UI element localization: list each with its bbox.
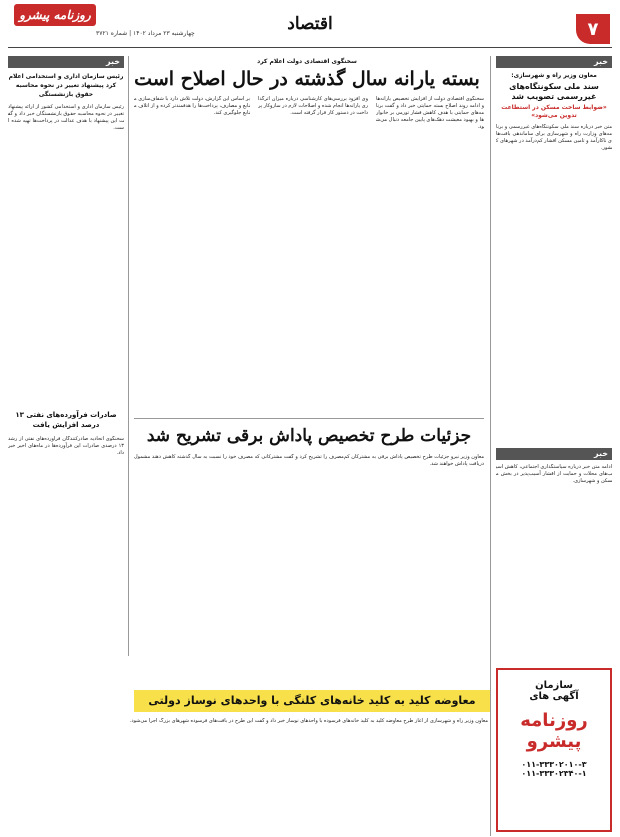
second-body: معاون وزیر نیرو جزئیات طرح تخصیص پاداش برقی به مشترکان کم‌مصرف را تشریح کرد و گفت مشترکانی که مصرف خود را نسبت به سال گذشته کاهش دهند مشمول دریافت پاداش خواهند شد.: [134, 454, 484, 467]
newspaper-logo: روزنامه پیشرو: [14, 4, 96, 26]
right-column-tag-2: خبر: [496, 448, 612, 460]
left-body-2: سخنگوی اتحادیه صادرکنندگان فرآورده‌های نفتی از رشد ۱۳ درصدی صادرات این فرآورده‌ها در ماه‌های اخیر خبر داد.: [8, 436, 124, 456]
right-body: متن خبر درباره سند ملی سکونتگاه‌های غیررسمی و برنامه‌های وزارت راه و شهرسازی برای ساماندهی بافت‌های ناکارآمد و تامین مسکن اقشار کم‌درآمد در شهرهای کشور.: [496, 124, 612, 151]
ad-line-4: پیشرو: [526, 731, 582, 752]
second-headline: جزئیات طرح تخصیص پاداش برقی تشریح شد: [146, 426, 472, 446]
ad-box: [496, 668, 612, 832]
right-body-2: ادامه متن خبر درباره سیاستگذاری اجتماعی، کاهش آسیب‌های محلات و حمایت از اقشار آسیب‌پذیر در بخش مسکن و شهرسازی.: [496, 464, 612, 484]
left-headline-1: رئیس سازمان اداری و استخدامی اعلام کرد پیشنهاد تغییر در نحوه محاسبه حقوق بازنشستگی: [8, 73, 124, 98]
right-column-tag: خبر: [496, 56, 612, 68]
right-headline: سند ملی سکونتگاه‌های غیررسمی تصویب شد: [509, 82, 599, 101]
lead-body-col-3: بر اساس این گزارش، دولت تلاش دارد با شفاف‌سازی منابع و مصارف، پرداخت‌ها را هدفمندتر کرده و از اتلاف منابع جلوگیری کند.: [134, 96, 250, 116]
strip-banner: [134, 690, 490, 712]
ad-phone-1: ۰۱۱-۳۳۳۰۲۰۱۰-۳: [521, 760, 587, 769]
page-header: [0, 0, 620, 48]
left-body-1: رئیس سازمان اداری و استخدامی کشور از ارائه پیشنهاد تغییر در نحوه محاسبه حقوق بازنشستگان خبر داد و گفت این پیشنهاد با هدف عدالت در پرداخت‌ها تهیه شده است.: [8, 104, 124, 131]
dateline: چهارشنبه ۲۳ مرداد ۱۴۰۲ | شماره ۳۷۲۱: [96, 30, 195, 37]
strip-body: معاون وزیر راه و شهرسازی از آغاز طرح معاوضه کلید به کلید خانه‌های فرسوده با واحدهای نوساز خبر داد و گفت این طرح در بافت‌های فرسوده شهرهای بزرگ اجرا می‌شود.: [129, 718, 488, 724]
right-kicker: معاون وزیر راه و شهرسازی:: [511, 72, 597, 79]
ad-phone-2: ۰۱۱-۳۳۳۰۲۳۴۰-۱: [521, 769, 587, 778]
page-number-badge: ۷: [576, 14, 610, 44]
lead-headline: بسته یارانه سال گذشته در حال اصلاح است: [134, 68, 480, 90]
lead-body-col-2: وی افزود بررسی‌های کارشناسی درباره میزان اثرگذاری یارانه‌ها انجام شده و اصلاحات لازم در سازوکار پرداخت در دستور کار قرار گرفته است.: [258, 96, 368, 116]
column-divider: [490, 56, 491, 836]
column-divider-left: [128, 56, 129, 656]
ad-line-1: سازمان: [535, 680, 573, 691]
strip-headline: معاوضه کلید به کلید خانه‌های کلنگی با واحدهای نوساز دولتی: [148, 694, 476, 707]
right-highlight: «ضوابط ساخت مسکن در استطاعت تدوین می‌شود»: [501, 104, 607, 119]
left-column-tag: خبر: [8, 56, 124, 68]
lead-body-col-1: سخنگوی اقتصادی دولت از افزایش تخصیص یارانه‌ها و ادامه روند اصلاح بسته حمایتی خبر داد و گفت برنامه‌های حمایتی با هدف کاهش فشار تورمی بر خانوارها و بهبود معیشت دهک‌های پایین جامعه دنبال می‌شود.: [376, 96, 484, 130]
lead-kicker: سخنگوی اقتصادی دولت اعلام کرد: [257, 58, 357, 65]
ad-line-2: آگهی های: [529, 691, 579, 702]
header-divider: [8, 47, 612, 48]
section-title: اقتصاد: [287, 14, 333, 34]
left-headline-2: صادرات فرآورده‌های نفتی ۱۳ درصد افزایش یافت: [15, 411, 117, 429]
story-divider: [134, 418, 484, 419]
ad-line-3: روزنامه: [520, 710, 588, 731]
